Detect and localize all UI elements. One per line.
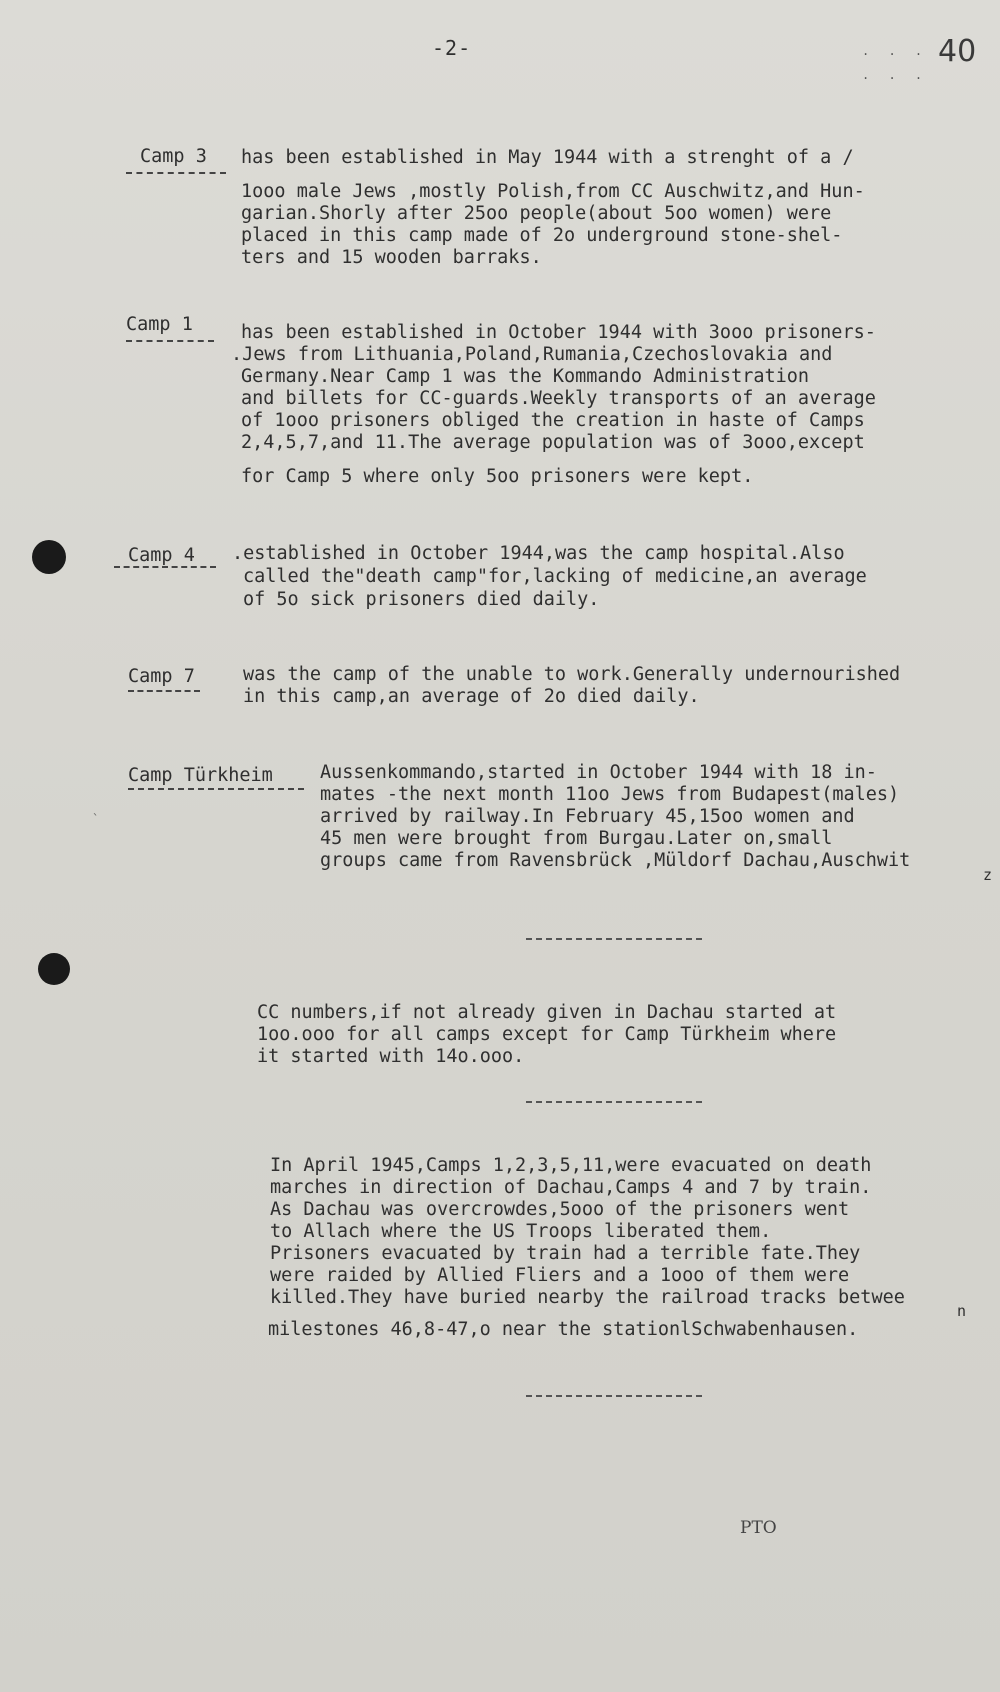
label-underline <box>128 690 200 692</box>
label-underline <box>126 172 226 174</box>
section-label-camp-4: Camp 4 <box>128 545 195 566</box>
corner-dots: . . . <box>862 44 929 58</box>
evacuation-line: to Allach where the US Troops liberated them. <box>270 1221 772 1242</box>
section-label-camp-3: Camp 3 <box>140 146 207 167</box>
body-line: 1ooo male Jews ,mostly Polish,from CC Auschwitz,and Hun- <box>241 181 865 202</box>
separator-line <box>526 1101 702 1103</box>
body-line: in this camp,an average of 2o died daily. <box>243 686 700 707</box>
evacuation-line: marches in direction of Dachau,Camps 4 and 7 by train. <box>270 1177 872 1198</box>
label-underline <box>126 340 214 342</box>
body-line: ters and 15 wooden barraks. <box>241 247 542 268</box>
body-line: garian.Shorly after 25oo people(about 5oo women) were <box>241 203 832 224</box>
corner-dots: . . . <box>862 68 929 82</box>
section-label-camp-7: Camp 7 <box>128 666 195 687</box>
body-line: has been established in October 1944 with 3ooo prisoners- <box>241 322 876 343</box>
evacuation-line: Prisoners evacuated by train had a terrible fate.They <box>270 1243 861 1264</box>
body-line: groups came from Ravensbrück ,Müldorf Dachau,Auschwit <box>320 850 911 871</box>
evacuation-line: milestones 46,8-47,o near the stationlSchwabenhausen. <box>268 1319 859 1340</box>
body-line: arrived by railway.In February 45,15oo women and <box>320 806 855 827</box>
body-line: 2,4,5,7,and 11.The average population was of 3ooo,except <box>241 432 865 453</box>
evacuation-line: were raided by Allied Fliers and a 1ooo of them were <box>270 1265 850 1286</box>
body-line: placed in this camp made of 2o underground stone-shel- <box>241 225 843 246</box>
body-line: has been established in May 1944 with a strenght of a / <box>241 147 854 168</box>
folio-number: 40 <box>938 34 977 69</box>
body-line: .Jews from Lithuania,Poland,Rumania,Czechoslovakia and <box>231 344 833 365</box>
body-line: mates -the next month 11oo Jews from Budapest(males) <box>320 784 900 805</box>
body-line: .established in October 1944,was the camp hospital.Also <box>232 543 845 564</box>
label-underline <box>128 788 304 790</box>
margin-mark: ` <box>92 812 100 826</box>
evacuation-line: In April 1945,Camps 1,2,3,5,11,were evacuated on death <box>270 1155 872 1176</box>
pto-marker: PTO <box>740 1518 777 1538</box>
section-label-camp-1: Camp 1 <box>126 314 193 335</box>
punch-hole <box>32 540 66 574</box>
body-line: of 1ooo prisoners obliged the creation in haste of Camps <box>241 410 865 431</box>
evacuation-line: As Dachau was overcrowdes,5ooo of the prisoners went <box>270 1199 850 1220</box>
label-underline <box>114 566 216 568</box>
note-line: CC numbers,if not already given in Dachau started at <box>257 1002 837 1023</box>
body-line: for Camp 5 where only 5oo prisoners were kept. <box>241 466 754 487</box>
body-line: and billets for CC-guards.Weekly transports of an average <box>241 388 876 409</box>
body-line: Aussenkommando,started in October 1944 with 18 in- <box>320 762 877 783</box>
separator-line <box>526 1395 702 1397</box>
separator-line <box>526 938 702 940</box>
body-line: 45 men were brought from Burgau.Later on,small <box>320 828 833 849</box>
body-line: of 5o sick prisoners died daily. <box>243 589 600 610</box>
section-label-camp-turkheim: Camp Türkheim <box>128 765 273 786</box>
overflow-char: n <box>957 1302 967 1320</box>
punch-hole <box>38 953 70 985</box>
page-number: -2- <box>432 36 472 60</box>
body-line: Germany.Near Camp 1 was the Kommando Administration <box>241 366 810 387</box>
note-line: 1oo.ooo for all camps except for Camp Türkheim where <box>257 1024 837 1045</box>
body-line: was the camp of the unable to work.Generally undernourished <box>243 664 901 685</box>
body-line: called the"death camp"for,lacking of medicine,an average <box>243 566 867 587</box>
evacuation-line: killed.They have buried nearby the railroad tracks betwee <box>270 1287 905 1308</box>
overflow-char: z <box>983 866 993 884</box>
note-line: it started with 14o.ooo. <box>257 1046 525 1067</box>
